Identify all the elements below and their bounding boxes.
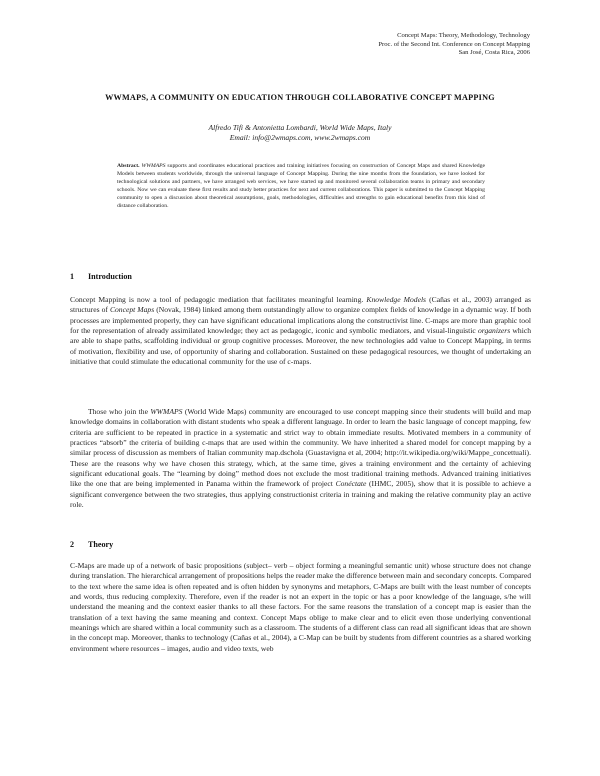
italic-run: Conéctate: [335, 479, 367, 489]
paragraph-theory-1: [70, 561, 531, 654]
italic-run: WWMAPS: [150, 407, 183, 416]
author-names: Alfredo Tifi & Antonietta Lombardi, World Wide Maps, Italy: [208, 123, 392, 132]
running-header: [378, 32, 530, 58]
text-run: (IHMC, 2005), show that it is possible to achieve a significant convergence between the two strategies, thus applying constructionist criteria in training and making the relative community play an active role.: [70, 479, 532, 510]
paper-title: WWMAPS, A COMMUNITY ON EDUCATION THROUGH COLLABORATIVE CONCEPT MAPPING: [105, 93, 495, 102]
section-number: 1: [70, 272, 75, 281]
section-title: Theory: [88, 540, 114, 549]
abstract-lead: WWMAPS: [141, 163, 166, 169]
section-heading-introduction: [70, 272, 132, 281]
section-number: 2: [70, 540, 75, 549]
section-title: Introduction: [88, 272, 132, 281]
header-line: San José, Costa Rica, 2006: [458, 49, 530, 57]
text-run: C-Maps are made up of a network of basic propositions (subject– verb – object forming a meaningful semantic unit) whose structure does not change during translation. The hierarchical arrangement of propositions helps the reader make the difference between main and secondary concepts. Compared to the text where the same idea is often repeated and is often hidden by synonyms and metaphors, C-Maps are built with the least number of concepts and words, thus reducing complexity. Therefore, even if the reader is not an expert in the topic or has a poor knowledge of the language, s/he will understand the meaning and the context easier thanks to all these factors. For the same reasons the translation of a concept map is easier than the translation of a text having the same meaning and context. Concept Maps oblige to make clear and to elicit even those underlying conventional meanings which are shared within a local community such as a classroom. The students of a different class can read all significant ideas that are shown in the concept map. Moreover, thanks to technology (Cañas et al., 2004), a C-Map can be built by students from different countries as a shared working environment where resources – images, audio and video texts, web: [70, 561, 531, 653]
author-block: [0, 123, 600, 143]
author-email: Email: info@2wmaps.com, www.2wmaps.com: [229, 133, 371, 142]
text-run: which are able to shape paths, scaffolding individual or group cognitive processes. Moreover, the new technologies add value to Concept Mapping, in terms of motivation, flexibility and use, of opportunity of sharing and collaboration. Sustained on these pedagogical resources, we thought of undertaking an initiative that could stimulate the educational community for the use of c-maps.: [70, 326, 531, 367]
text-run: (World Wide Maps) community are encouraged to use concept mapping since their students will build and map knowledge domains in collaboration with distant students who speak a different language. In order to learn the basic language of concept mapping, few criteria are sufficient to be repeated in practice in a systematic and strict way to obtain immediate results. Motivated members in a community of practices “absorb” the criteria of building c-maps that are used within the community. We have inherited a shared model for concept mapping by a similar process of discussion as members of Italian community map.dschola (Guastavigna et al, 2004; http://it.wikipedia.org/wiki/Mappe_concettuali). These are the reasons why we have chosen this strategy, which, at the same time, gives a training environment and the certainty of achieving significant educational goals. The “learning by doing” method does not exclude the most traditional training methods. Advanced training initiatives like the one that are being implemented in Panama within the framework of project: [70, 407, 531, 489]
section-heading-theory: [70, 540, 113, 549]
header-line: Proc. of the Second Int. Conference on Concept Mapping: [378, 40, 530, 48]
abstract: [117, 163, 485, 211]
text-run: Concept Mapping is now a tool of pedagogic mediation that facilitates meaningful learning.: [70, 295, 367, 304]
abstract-label: Abstract.: [117, 163, 140, 169]
italic-run: organizers: [477, 326, 511, 336]
paragraph-intro-1: [70, 295, 531, 367]
text-run: (Cañas et al., 2003) arranged as structures of: [70, 295, 532, 315]
paragraph-intro-2: [70, 407, 531, 510]
abstract-text: supports and coordinates educational practices and training initiatives focusing on construction of Concept Maps and shared Knowledge Models between students worldwide, through the universal language of Concept Mapping. During the nine months from the foundation, we have looked for technological solutions and partners, we have arranged web services, we have started up and monitored several collaboration teams in primary and secondary schools. Now we can evaluate these first results and study better practices for next and current collaborations. This paper is submitted to the Concept Mapping community to open a discussion about theoretical assumptions, goals, methodologies, difficulties and strengths to gain educational benefits from this kind of distance collaboration.: [117, 163, 486, 209]
text-run: (Novak, 1984) linked among them outstandingly allow to organize complex fields of knowledge in a dynamic way. If both processes are implemented properly, they can have significant educational implications along the constructivist line. C-maps are more than graphic tool for the representation of already assimilated knowledge; they act as pedagogic, iconic and symbolic mediators, and visual-linguistic: [70, 305, 531, 336]
italic-run: Concept Maps: [109, 305, 155, 315]
text-run: Those who join the: [88, 407, 151, 416]
header-line: Concept Maps: Theory, Methodology, Technology: [397, 32, 530, 39]
italic-run: Knowledge Models: [366, 295, 427, 304]
